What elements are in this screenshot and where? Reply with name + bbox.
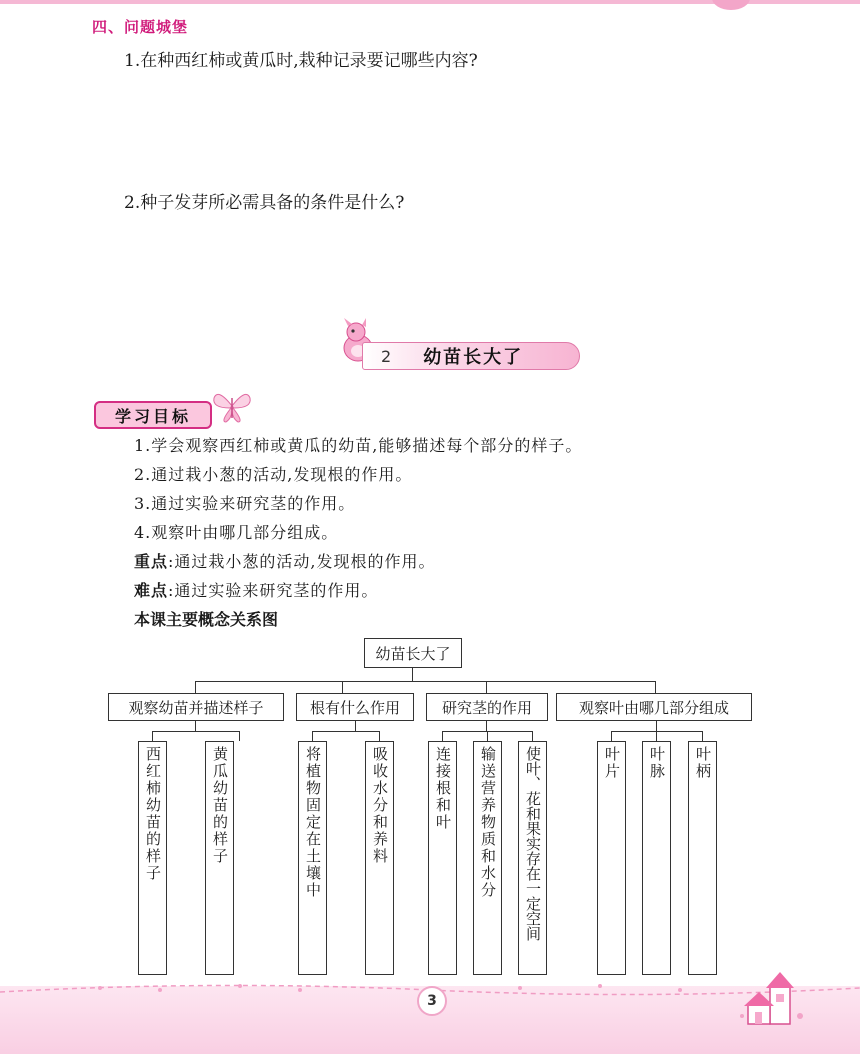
house-icon (740, 972, 810, 1028)
leaf-connect-root-leaf: 连接根和叶 (428, 741, 457, 975)
difficult-point-label: 难点 (134, 581, 169, 600)
connector (195, 681, 196, 693)
difficult-point-text: :通过实验来研究茎的作用。 (168, 581, 379, 600)
page-number: 3 (417, 986, 447, 1016)
leaf-absorb-water: 吸收水分和养料 (365, 741, 394, 975)
learning-goals-badge: 学习目标 (94, 401, 212, 429)
goal-item: 1.学会观察西红柿或黄瓜的幼苗,能够描述每个部分的样子。 (134, 436, 583, 455)
leaf-blade: 叶片 (597, 741, 626, 975)
leaf-tomato-seedling: 西红柿幼苗的样子 (138, 741, 167, 975)
connector (312, 731, 313, 741)
connector (656, 731, 657, 741)
top-flower-decoration (712, 0, 750, 10)
difficult-point (134, 578, 378, 601)
connector (195, 721, 196, 731)
connector (442, 731, 443, 741)
connector (487, 731, 488, 741)
goal-item: 3.通过实验来研究茎的作用。 (134, 494, 356, 513)
key-point (134, 549, 436, 572)
connector (195, 681, 655, 682)
question-2: 2.种子发芽所必需具备的条件是什么? (124, 193, 405, 213)
connector (342, 681, 343, 693)
leaf-space-for-organs: 使叶、花和果实存在一定空间 (518, 741, 547, 975)
connector (239, 731, 240, 741)
leaf-vein: 叶脉 (642, 741, 671, 975)
leaf-transport-nutrients: 输送营养物质和水分 (473, 741, 502, 975)
branch-stem-function: 研究茎的作用 (426, 693, 548, 721)
connector (656, 721, 657, 731)
connector (486, 681, 487, 693)
concept-map-title: 本课主要概念关系图 (134, 610, 279, 629)
connector (532, 731, 533, 741)
goal-item: 2.通过栽小葱的活动,发现根的作用。 (134, 465, 413, 484)
connector (355, 721, 356, 731)
connector (702, 731, 703, 741)
section-header: 四、问题城堡 (92, 18, 189, 36)
branch-observe-seedling: 观察幼苗并描述样子 (108, 693, 284, 721)
connector (312, 731, 379, 732)
concept-root: 幼苗长大了 (364, 638, 462, 668)
connector (152, 731, 153, 741)
lesson-number: 2 (381, 346, 392, 366)
lesson-title-bar (362, 342, 580, 370)
connector (152, 731, 239, 732)
butterfly-icon (210, 388, 254, 424)
question-1: 1.在种西红柿或黄瓜时,栽种记录要记哪些内容? (124, 51, 478, 71)
lesson-title: 幼苗长大了 (423, 347, 524, 368)
key-point-label: 重点 (134, 552, 169, 571)
connector (486, 721, 487, 731)
connector (655, 681, 656, 693)
connector (412, 668, 413, 681)
branch-leaf-parts: 观察叶由哪几部分组成 (556, 693, 752, 721)
branch-root-function: 根有什么作用 (296, 693, 414, 721)
leaf-cucumber-seedling: 黄瓜幼苗的样子 (205, 741, 234, 975)
connector (611, 731, 612, 741)
leaf-petiole: 叶柄 (688, 741, 717, 975)
leaf-fix-plant: 将植物固定在土壤中 (298, 741, 327, 975)
goal-item: 4.观察叶由哪几部分组成。 (134, 523, 339, 542)
key-point-text: :通过栽小葱的活动,发现根的作用。 (168, 552, 436, 571)
connector (379, 731, 380, 741)
